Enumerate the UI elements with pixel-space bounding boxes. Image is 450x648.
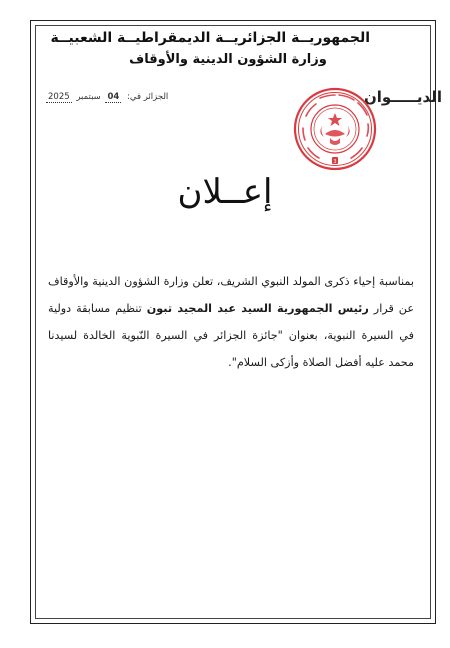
date-day: 04 [107,92,120,102]
header-cabinet: الديـــــوان [363,88,442,106]
header-ministry: وزارة الشؤون الدينية والأوقاف [129,52,327,67]
body-text-part2: تنظيم مسابقة دولية في السيرة النبوية، بعنوان "جائزة الجزائر في السيرة النّبوية الخالدة لسيدنا محمد عليه أفضل الصلاة وأزكى السلام". [48,302,414,369]
date-line [46,92,196,102]
date-label: الجزائر في: [127,92,169,102]
body-text-bold: رئيس الجمهورية السيد عبد المجيد تبون [146,302,369,315]
header-republic: الجمهوريــة الجزائريــة الديمقراطيــة الشعبيــة [50,30,370,46]
announcement-title: إعــلان [177,172,273,212]
official-seal-stamp [292,86,378,172]
announcement-body [48,268,414,376]
body-text-part1: بمناسبة إحياء ذكرى المولد النبوي الشريف، تعلن وزارة الشؤون الدينية والأوقاف عن قرار [48,275,414,315]
date-year: 2025 [48,92,70,102]
seal-graphic [292,86,378,172]
date-month: سبتمبر [76,92,101,102]
svg-text:3: 3 [333,159,337,165]
